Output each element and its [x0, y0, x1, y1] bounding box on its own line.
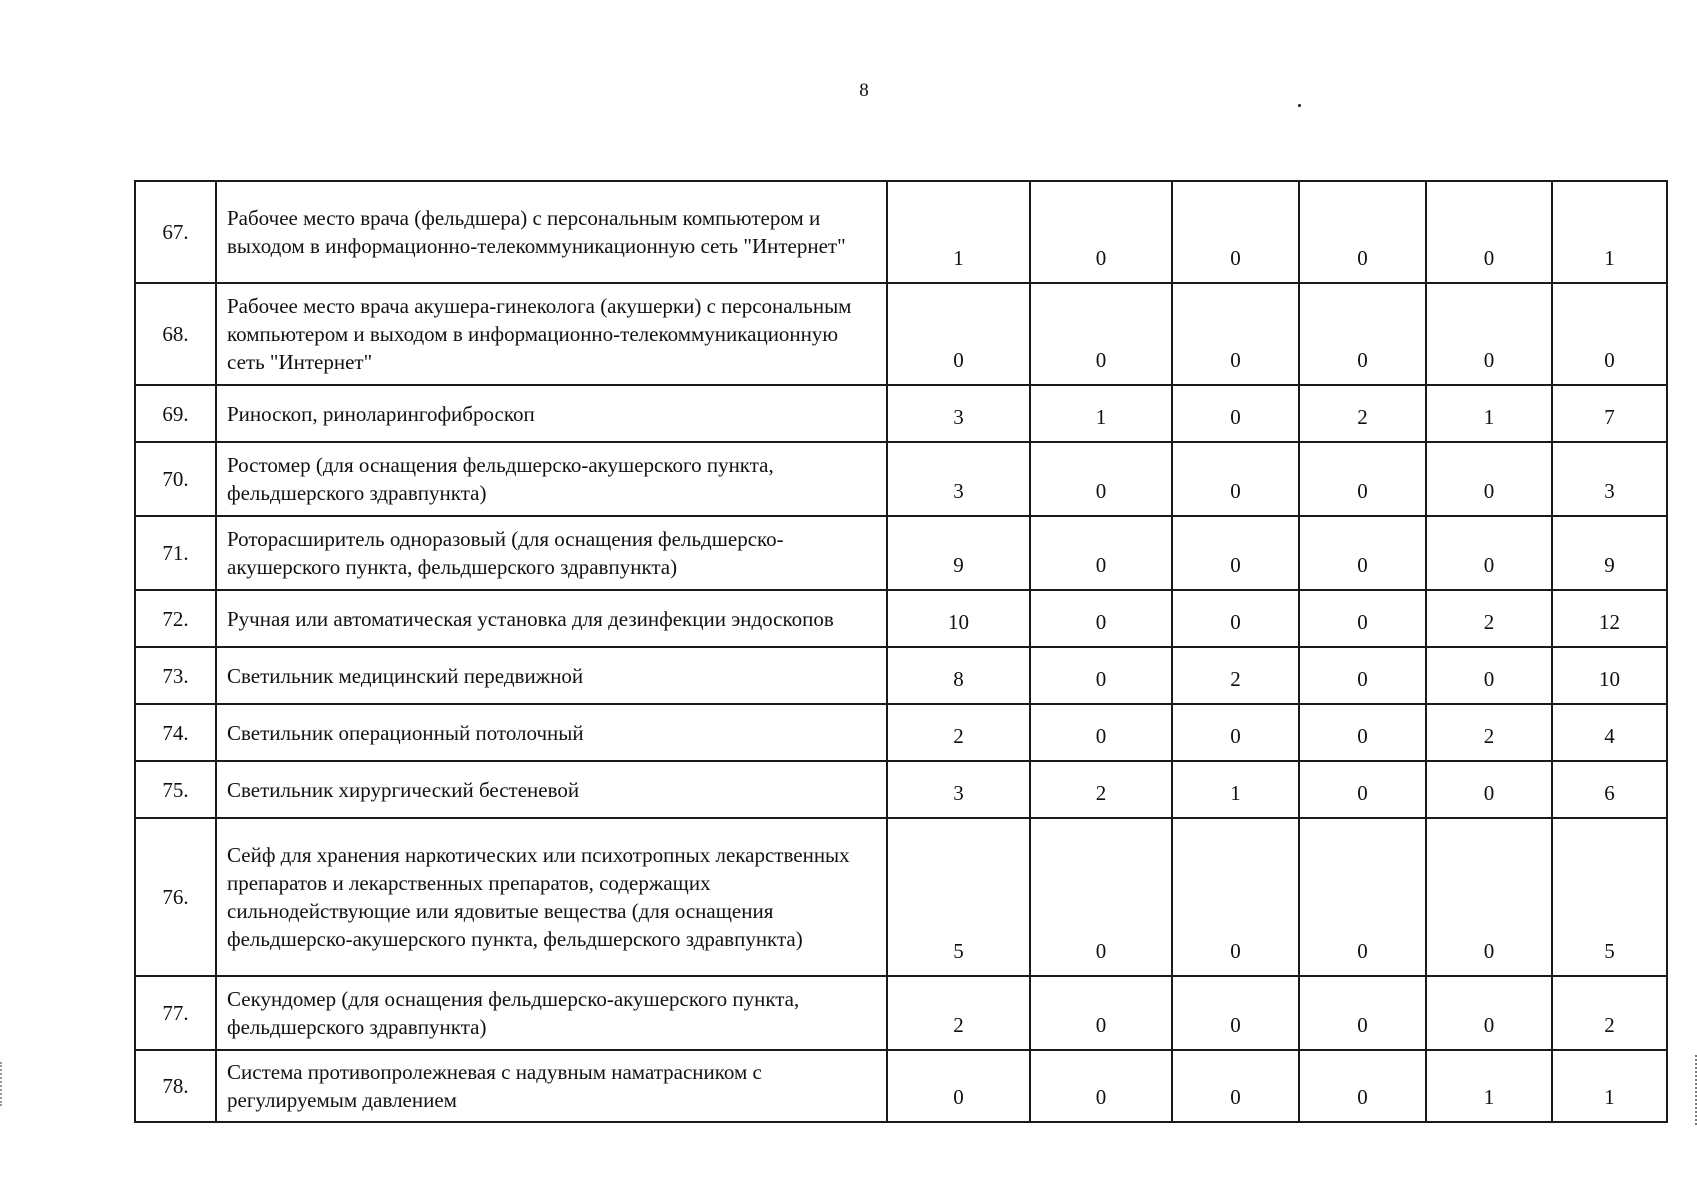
- value-cell: 0: [1172, 1050, 1299, 1122]
- value-cell: 5: [887, 818, 1030, 976]
- value-cell: 0: [1426, 181, 1552, 283]
- table-row: [135, 976, 1667, 1050]
- value-cell: 2: [1299, 385, 1426, 442]
- equipment-name: Ручная или автоматическая установка для дезинфекции эндоскопов: [216, 590, 887, 647]
- table-row: [135, 1050, 1667, 1122]
- total-cell: 3: [1552, 442, 1667, 516]
- value-cell: 0: [1426, 442, 1552, 516]
- total-cell: 10: [1552, 647, 1667, 704]
- value-cell: 0: [887, 1050, 1030, 1122]
- scan-dot: [1298, 104, 1301, 107]
- equipment-name: Светильник операционный потолочный: [216, 704, 887, 761]
- value-cell: 0: [1299, 647, 1426, 704]
- value-cell: 0: [1030, 283, 1172, 385]
- equipment-name: Светильник хирургический бестеневой: [216, 761, 887, 818]
- value-cell: 0: [1299, 283, 1426, 385]
- value-cell: 0: [1299, 761, 1426, 818]
- value-cell: 1: [887, 181, 1030, 283]
- value-cell: 3: [887, 442, 1030, 516]
- value-cell: 0: [1426, 761, 1552, 818]
- value-cell: 1: [1030, 385, 1172, 442]
- value-cell: 0: [887, 283, 1030, 385]
- row-number: 71.: [135, 516, 216, 590]
- total-cell: 2: [1552, 976, 1667, 1050]
- value-cell: 9: [887, 516, 1030, 590]
- total-cell: 7: [1552, 385, 1667, 442]
- total-cell: 5: [1552, 818, 1667, 976]
- row-number: 72.: [135, 590, 216, 647]
- value-cell: 0: [1030, 818, 1172, 976]
- page-number: 8: [859, 80, 869, 101]
- row-number: 73.: [135, 647, 216, 704]
- equipment-table-body: [135, 181, 1667, 1122]
- value-cell: 0: [1030, 516, 1172, 590]
- equipment-name: Сейф для хранения наркотических или психотропных лекарственных препаратов и лекарственных препаратов, содержащих сильнодействующие или ядовитые вещества (для оснащения фельдшерско-акушерского пункта, фельдшерского здравпункта): [216, 818, 887, 976]
- equipment-name: Рабочее место врача акушера-гинеколога (акушерки) с персональным компьютером и выходом в информационно-телекоммуникационную сеть "Интернет": [216, 283, 887, 385]
- table-row: [135, 516, 1667, 590]
- equipment-name: Система противопролежневая с надувным наматрасником с регулируемым давлением: [216, 1050, 887, 1122]
- row-number: 68.: [135, 283, 216, 385]
- value-cell: 0: [1172, 818, 1299, 976]
- value-cell: 0: [1030, 442, 1172, 516]
- value-cell: 2: [1172, 647, 1299, 704]
- total-cell: 6: [1552, 761, 1667, 818]
- equipment-name: Рабочее место врача (фельдшера) с персональным компьютером и выходом в информационно-телекоммуникационную сеть "Интернет": [216, 181, 887, 283]
- value-cell: 0: [1030, 590, 1172, 647]
- value-cell: 0: [1030, 181, 1172, 283]
- value-cell: 0: [1426, 283, 1552, 385]
- table-row: [135, 704, 1667, 761]
- table-row: [135, 283, 1667, 385]
- total-cell: 4: [1552, 704, 1667, 761]
- row-number: 78.: [135, 1050, 216, 1122]
- equipment-name: Секундомер (для оснащения фельдшерско-акушерского пункта, фельдшерского здравпункта): [216, 976, 887, 1050]
- value-cell: 0: [1299, 442, 1426, 516]
- value-cell: 0: [1299, 516, 1426, 590]
- equipment-name: Светильник медицинский передвижной: [216, 647, 887, 704]
- value-cell: 0: [1030, 704, 1172, 761]
- table-row: [135, 818, 1667, 976]
- equipment-name: Роторасширитель одноразовый (для оснащения фельдшерско-акушерского пункта, фельдшерского здравпункта): [216, 516, 887, 590]
- value-cell: 0: [1172, 385, 1299, 442]
- total-cell: 9: [1552, 516, 1667, 590]
- equipment-name: Риноскоп, риноларингофиброскоп: [216, 385, 887, 442]
- value-cell: 0: [1030, 647, 1172, 704]
- total-cell: 1: [1552, 1050, 1667, 1122]
- value-cell: 2: [887, 976, 1030, 1050]
- total-cell: 12: [1552, 590, 1667, 647]
- value-cell: 0: [1426, 818, 1552, 976]
- equipment-name: Ростомер (для оснащения фельдшерско-акушерского пункта, фельдшерского здравпункта): [216, 442, 887, 516]
- row-number: 74.: [135, 704, 216, 761]
- value-cell: 0: [1299, 181, 1426, 283]
- row-number: 75.: [135, 761, 216, 818]
- value-cell: 0: [1030, 1050, 1172, 1122]
- value-cell: 3: [887, 761, 1030, 818]
- value-cell: 0: [1299, 976, 1426, 1050]
- value-cell: 0: [1172, 704, 1299, 761]
- value-cell: 0: [1299, 590, 1426, 647]
- value-cell: 0: [1299, 704, 1426, 761]
- scan-edge-marks-left: [0, 1062, 5, 1106]
- value-cell: 0: [1426, 976, 1552, 1050]
- value-cell: 0: [1172, 181, 1299, 283]
- table-row: [135, 385, 1667, 442]
- value-cell: 0: [1426, 516, 1552, 590]
- value-cell: 2: [887, 704, 1030, 761]
- scan-edge-marks: [1689, 1055, 1697, 1125]
- table-row: [135, 442, 1667, 516]
- value-cell: 3: [887, 385, 1030, 442]
- value-cell: 0: [1299, 1050, 1426, 1122]
- value-cell: 2: [1426, 704, 1552, 761]
- table-row: [135, 647, 1667, 704]
- table-row: [135, 761, 1667, 818]
- value-cell: 1: [1426, 1050, 1552, 1122]
- value-cell: 10: [887, 590, 1030, 647]
- value-cell: 0: [1172, 442, 1299, 516]
- row-number: 77.: [135, 976, 216, 1050]
- row-number: 69.: [135, 385, 216, 442]
- value-cell: 2: [1426, 590, 1552, 647]
- value-cell: 0: [1426, 647, 1552, 704]
- value-cell: 0: [1172, 976, 1299, 1050]
- value-cell: 0: [1299, 818, 1426, 976]
- total-cell: 0: [1552, 283, 1667, 385]
- value-cell: 0: [1030, 976, 1172, 1050]
- equipment-table: [134, 180, 1668, 1123]
- value-cell: 8: [887, 647, 1030, 704]
- value-cell: 0: [1172, 283, 1299, 385]
- value-cell: 0: [1172, 590, 1299, 647]
- value-cell: 1: [1426, 385, 1552, 442]
- table-row: [135, 590, 1667, 647]
- value-cell: 2: [1030, 761, 1172, 818]
- value-cell: 1: [1172, 761, 1299, 818]
- table-row: [135, 181, 1667, 283]
- row-number: 76.: [135, 818, 216, 976]
- value-cell: 0: [1172, 516, 1299, 590]
- total-cell: 1: [1552, 181, 1667, 283]
- row-number: 67.: [135, 181, 216, 283]
- row-number: 70.: [135, 442, 216, 516]
